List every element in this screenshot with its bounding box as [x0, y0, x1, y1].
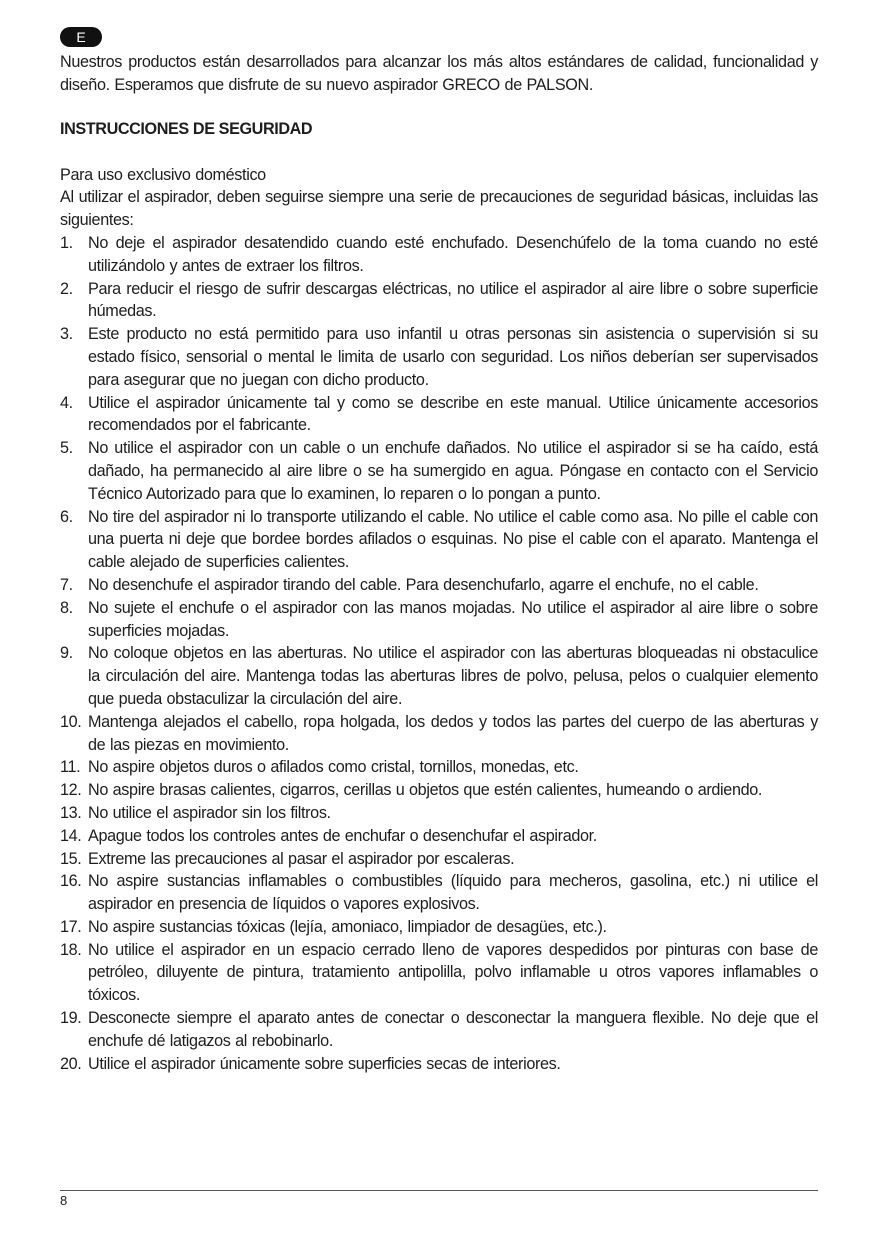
item-number: 2.	[60, 279, 73, 298]
item-text: No sujete el enchufe o el aspirador con las manos mojadas. No utilice el aspirador al aire libre o sobre superficies mojadas.	[88, 598, 818, 640]
item-text: Mantenga alejados el cabello, ropa holgada, los dedos y todos las partes del cuerpo de las aberturas y de las piezas en movimiento.	[88, 712, 818, 754]
list-item	[60, 779, 818, 802]
item-number: 4.	[60, 393, 73, 412]
safety-list	[60, 232, 818, 1075]
item-text: No aspire sustancias inflamables o combustibles (líquido para mecheros, gasolina, etc.) ni utilice el aspirador en presencia de líquidos o vapores explosivos.	[88, 872, 818, 914]
item-text: No desenchufe el aspirador tirando del cable. Para desenchufarlo, agarre el enchufe, no el cable.	[88, 575, 759, 594]
item-number: 16.	[60, 872, 82, 891]
manual-page	[60, 27, 818, 1075]
item-number: 12.	[60, 781, 82, 800]
list-item	[60, 642, 818, 710]
lead-paragraph: Al utilizar el aspirador, deben seguirse siempre una serie de precauciones de seguridad básicas, incluidas las siguientes:	[60, 188, 818, 230]
item-text: No aspire brasas calientes, cigarros, cerillas u objetos que estén calientes, humeando o ardiendo.	[88, 781, 763, 800]
list-item	[60, 825, 818, 848]
item-text: No deje el aspirador desatendido cuando esté enchufado. Desenchúfelo de la toma cuando no esté utilizándolo y antes de extraer los filtros.	[88, 233, 818, 275]
list-item	[60, 1007, 818, 1053]
intro-paragraph: Nuestros productos están desarrollados para alcanzar los más altos estándares de calidad, funcionalidad y diseño. Esperamos que disfrute de su nuevo aspirador GRECO de PALSON.	[60, 53, 818, 94]
page-number: 8	[60, 1193, 68, 1208]
item-number: 1.	[60, 233, 73, 252]
list-item	[60, 848, 818, 871]
item-number: 10.	[60, 712, 82, 731]
list-item	[60, 506, 818, 574]
item-number: 3.	[60, 325, 73, 344]
list-item	[60, 802, 818, 825]
list-item	[60, 711, 818, 757]
footer-divider	[60, 1190, 818, 1191]
list-item	[60, 597, 818, 643]
list-item	[60, 278, 818, 324]
item-number: 18.	[60, 940, 82, 959]
list-item	[60, 756, 818, 779]
item-text: No tire del aspirador ni lo transporte utilizando el cable. No utilice el cable como asa. No pille el cable con una puerta ni deje que bordee bordes afilados o esquinas. No pise el cable con el aparato. Mantenga el cable alejado de superficies calientes.	[88, 507, 818, 572]
item-text: No utilice el aspirador en un espacio cerrado lleno de vapores despedidos por pinturas con base de petróleo, diluyente de pintura, tratamiento antipolilla, polvo inflamable u otros vapores inflamables o tóxicos.	[88, 940, 818, 1005]
item-number: 17.	[60, 917, 82, 936]
item-number: 19.	[60, 1009, 82, 1028]
item-number: 20.	[60, 1054, 82, 1073]
item-text: No utilice el aspirador sin los filtros.	[88, 803, 331, 822]
item-text: Apague todos los controles antes de enchufar o desenchufar el aspirador.	[88, 826, 597, 845]
item-number: 6.	[60, 507, 73, 526]
item-text: Este producto no está permitido para uso infantil u otras personas sin asistencia o supervisión si su estado físico, sensorial o mental le limita de usarlo con seguridad. Los niños deberían ser supervisados para asegurar que no juegan con dicho producto.	[88, 325, 818, 389]
section-heading: INSTRUCCIONES DE SEGURIDAD	[60, 119, 313, 138]
item-text: Extreme las precauciones al pasar el aspirador por escaleras.	[88, 849, 515, 868]
item-text: No utilice el aspirador con un cable o un enchufe dañados. No utilice el aspirador si se ha caído, está dañado, ha permanecido al aire libre o se ha sumergido en agua. Póngase en contacto con el Servicio Técnico Autorizado para que lo examinen, lo reparen o lo pongan a punto.	[88, 439, 818, 503]
item-number: 13.	[60, 803, 82, 822]
subheading: Para uso exclusivo doméstico	[60, 165, 266, 184]
list-item	[60, 870, 818, 916]
list-item	[60, 437, 818, 505]
list-item	[60, 939, 818, 1007]
item-number: 11.	[60, 758, 81, 777]
language-badge: E	[60, 27, 102, 47]
item-number: 9.	[60, 644, 73, 663]
list-item	[60, 1053, 818, 1076]
item-number: 14.	[60, 826, 82, 845]
item-number: 7.	[60, 575, 73, 594]
item-text: Desconecte siempre el aparato antes de conectar o desconectar la manguera flexible. No deje que el enchufe dé latigazos al rebobinarlo.	[88, 1009, 818, 1050]
list-item	[60, 392, 818, 438]
list-item	[60, 916, 818, 939]
item-text: No coloque objetos en las aberturas. No utilice el aspirador con las aberturas bloqueadas ni obstaculice la circulación del aire. Mantenga todas las aberturas libres de polvo, pelusa, pelos o cualquier elemento que pueda obstaculizar la circulación del aire.	[88, 644, 818, 708]
item-number: 5.	[60, 439, 73, 458]
list-item	[60, 323, 818, 391]
list-item	[60, 574, 818, 597]
item-text: Para reducir el riesgo de sufrir descargas eléctricas, no utilice el aspirador al aire libre o sobre superficie húmedas.	[88, 279, 818, 321]
item-text: No aspire objetos duros o afilados como cristal, tornillos, monedas, etc.	[88, 758, 579, 777]
item-text: Utilice el aspirador únicamente sobre superficies secas de interiores.	[88, 1054, 561, 1073]
item-number: 8.	[60, 598, 73, 617]
item-number: 15.	[60, 849, 82, 868]
list-item	[60, 232, 818, 278]
item-text: Utilice el aspirador únicamente tal y como se describe en este manual. Utilice únicamente accesorios recomendados por el fabricante.	[88, 393, 818, 435]
item-text: No aspire sustancias tóxicas (lejía, amoniaco, limpiador de desagües, etc.).	[88, 917, 607, 936]
